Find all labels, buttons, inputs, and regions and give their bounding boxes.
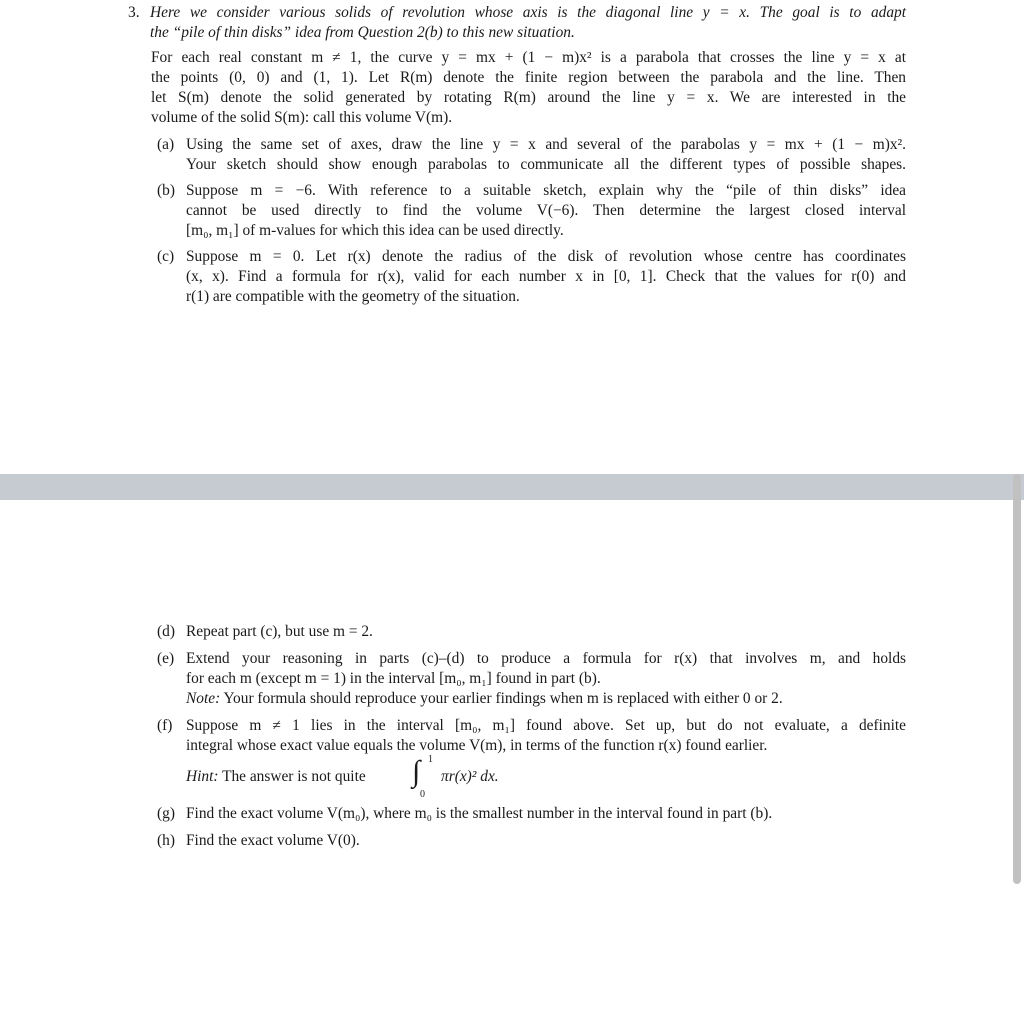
- part-e-line-1: Extend your reasoning in parts (c)–(d) to produce a formula for r(x) that involves m, and holds: [186, 650, 906, 667]
- question-paragraph-line-2: the points (0, 0) and (1, 1). Let R(m) denote the finite region between the parabola and the line. Then: [151, 69, 906, 86]
- question-paragraph-line-1: For each real constant m ≠ 1, the curve y = mx + (1 − m)x² is a parabola that crosses the line y = x at: [151, 49, 906, 66]
- page-divider: [0, 474, 1024, 500]
- part-a-line-2: Your sketch should show enough parabolas to communicate all the different types of possible shapes.: [186, 156, 906, 173]
- scrollbar-thumb[interactable]: [1013, 474, 1021, 884]
- question-intro-line-1: Here we consider various solids of revolution whose axis is the diagonal line y = x. The goal is to adapt: [150, 4, 906, 21]
- integral-sign: ∫: [412, 755, 421, 788]
- part-d-line-1: Repeat part (c), but use m = 2.: [186, 623, 373, 640]
- integral-lower-limit: 0: [420, 789, 425, 800]
- part-b-line-3: [m₀, m₁] of m-values for which this idea can be used directly.: [186, 222, 564, 239]
- part-h-line-1: Find the exact volume V(0).: [186, 832, 360, 849]
- question-number: 3.: [128, 4, 140, 21]
- part-e-note-label: Note:: [186, 690, 221, 707]
- part-b-line-2: cannot be used directly to find the volume V(−6). Then determine the largest closed interval: [186, 202, 906, 219]
- part-g-label: (g): [157, 805, 175, 822]
- part-e-note-text: Your formula should reproduce your earlier findings when m is replaced with either 0 or 2.: [220, 690, 783, 707]
- part-c-label: (c): [157, 248, 175, 265]
- part-c-line-1: Suppose m = 0. Let r(x) denote the radius of the disk of revolution whose centre has coordinates: [186, 248, 906, 265]
- part-d-label: (d): [157, 623, 175, 640]
- part-f-label: (f): [157, 717, 173, 734]
- question-paragraph-line-3: let S(m) denote the solid generated by rotating R(m) around the line y = x. We are interested in the: [151, 89, 906, 106]
- part-h-label: (h): [157, 832, 175, 849]
- question-paragraph-line-4: volume of the solid S(m): call this volume V(m).: [151, 109, 453, 126]
- question-intro-line-2: the “pile of thin disks” idea from Question 2(b) to this new situation.: [150, 24, 575, 41]
- part-b-line-1: Suppose m = −6. With reference to a suitable sketch, explain why the “pile of thin disks” idea: [186, 182, 906, 199]
- part-c-line-2: (x, x). Find a formula for r(x), valid for each number x in [0, 1]. Check that the values for r(0) and: [186, 268, 906, 285]
- part-c-line-3: r(1) are compatible with the geometry of the situation.: [186, 288, 520, 305]
- part-f-hint: [186, 767, 366, 787]
- part-f-line-1: Suppose m ≠ 1 lies in the interval [m₀, m₁] found above. Set up, but do not evaluate, a definite: [186, 717, 906, 734]
- part-f-hint-text: The answer is not quite: [218, 768, 366, 785]
- part-b-label: (b): [157, 182, 175, 199]
- part-a-line-1: Using the same set of axes, draw the line y = x and several of the parabolas y = mx + (1 − m)x².: [186, 136, 906, 153]
- part-f-line-2: integral whose exact value equals the volume V(m), in terms of the function r(x) found earlier.: [186, 737, 768, 754]
- part-e-label: (e): [157, 650, 175, 667]
- part-g-line-1: Find the exact volume V(m₀), where m₀ is the smallest number in the interval found in part (b).: [186, 805, 773, 822]
- part-f-hint-label: Hint:: [186, 768, 219, 785]
- part-a-label: (a): [157, 136, 175, 153]
- integral-upper-limit: 1: [428, 754, 433, 765]
- part-e-line-2: for each m (except m = 1) in the interval [m₀, m₁] found in part (b).: [186, 670, 601, 687]
- part-e-note: [186, 689, 783, 709]
- integral-integrand: πr(x)² dx.: [441, 768, 499, 785]
